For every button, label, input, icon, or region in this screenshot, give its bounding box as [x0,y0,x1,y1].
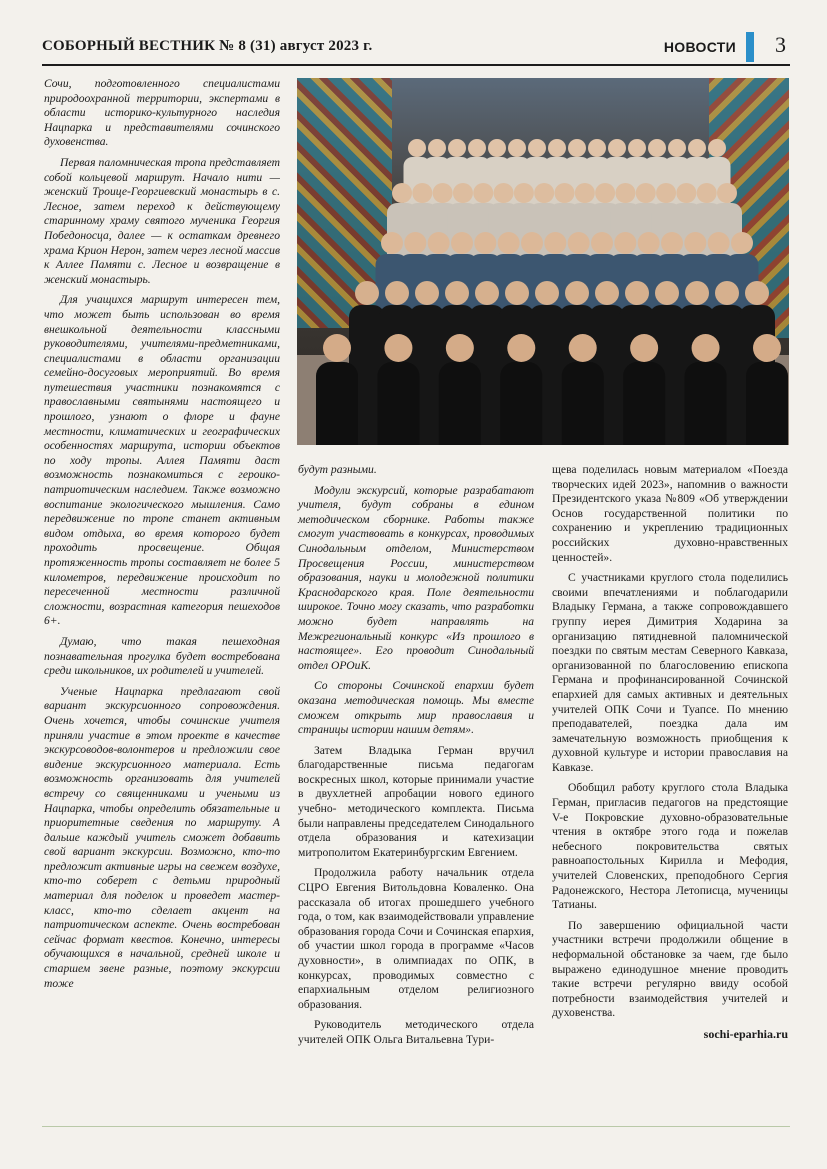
article-column-2 [298,463,534,1054]
paragraph: будут разными. [298,463,377,476]
paragraph: Ученые Нацпарка предлагают свой вариант экскурсионного сопровождения. Очень хочется, чтобы сочинские учителя приняли участие в этом проекте в качестве экскурсоводов-волонтеров и предложили свое видение экскурсионного материала. Есть возможность организовать для учителей встречу со священниками и учеными из Нацпарка, чтобы определить обязательные и приоритетные сведения по маршруту. А дальше каждый учитель сможет добавить свой вариант экскурсии. Возможно, кто-то предложит активные игры на свежем воздухе, кто-то соберет с детьми природный материал для поделок и проведет мастер-класс, кто-то сделает акцент на патриотическом аспекте. Очень востребован сейчас формат квестов. Конечно, интересы обучающихся в начальной, средней школе и старшем звене разные, поэтому экскурсии тоже [44,684,280,990]
paragraph: Думаю, что такая пешеходная познавательная прогулка будет востребована среди школьников, их родителей и учителей. [44,634,280,678]
paragraph: Затем Владыка Герман вручил благодарственные письма педагогам воскресных школ, которые принимали участие в двухлетней апробации нового единого учебно- методического комплекта. Письма были направлены председателем Синодального отдела образования и катехизации митрополитом Екатеринбургским Евгением. [298,743,534,859]
paragraph: Для учащихся маршрут интересен тем, что может быть использован во время внешкольной деятельности классными руководителями, учителями-предметниками, специалистами в области организации семейно-досуговых мероприятий. Во время путешествия участники познакомятся с православными святынями настоящего и прошлого, узнают о флоре и фауне местности, климатических и географических особенностях маршрута, истории объектов по ходу тропы. Аллея Памяти даст возможность познакомиться с героико-патриотическим наследием. Также возможно воспитание экологического мышления. Само передвижение по тропе станет активным видом отдыха, во время которого будет проходить просвещение. Общая протяженность тропы составляет не более 5 километров, передвижение происходит по пересеченной местности различной сложности, возрастная категория пешеходов 6+. [44,293,280,628]
section-accent-bar [746,32,754,62]
paragraph: По завершению официальной части участники встречи продолжили общение в неформальной обстановке за чаем, где было выражено единодушное мнение проводить такие встречи регулярно ввиду особой потребности взаимодействия учителей и духовенства. [552,918,788,1020]
paragraph: Со стороны Сочинской епархии будет оказана методическая помощь. Мы вместе сможем открыть мир православия и страницы истории нашим детям». [298,679,534,737]
article-column-1 [44,77,280,997]
page-bottom-rule [42,1126,790,1127]
newspaper-masthead: СОБОРНЫЙ ВЕСТНИК № 8 (31) август 2023 г. [42,38,373,54]
paragraph: Модули экскурсий, которые разрабатают учителя, будут собраны в едином методическом сборнике. Работы также смогут участвовать в конкурсах, проводимых Синодальным отделом, Министерством Просвещения России, министерством образования, науки и молодежной политики Краснодарского края. Поле деятельности широкое. Точно могу сказать, что разработки можно будет направлять на Межрегиональный конкурс «Из прошлого в настоящее». Его проводит Синодальный отдел ОРОиК. [298,483,534,672]
group-photo-icon [297,78,789,445]
page-header [42,30,790,66]
article-column-3 [552,463,788,1042]
paragraph: С участниками круглого стола поделились своими впечатлениями и поблагодарили Владыку Германа, а также сопровождавшего группу иерея Димитрия Ходарина за организацию пятидневной паломнической поездки по святым местам Северного Кавказа, организованной по благословению епископа Германа и профинансированной Сочинской епархией для самых активных и деятельных учителей ОПК Сочи и Туапсе. По мнению преподавателей, поездка дала им замечательную возможность приобщения к духовной культуре и истории православия на Кавказе. [552,571,788,774]
paragraph: щева поделилась новым материалом «Поезда творческих идей 2023», напомнив о важности Президентского указа №809 «Об утверждении Основ государственной политики по сохранению и укреплению традиционных российских духовно-нравственных ценностей». [552,463,788,564]
paragraph: Обобщил работу круглого стола Владыка Герман, пригласив педагогов на предстоящие V-е Покровские духовно-образовательные чтения в октябре этого года и пожелав небесного покровительства святых равноапостольных Кирилла и Мефодия, учителей Словенских, преподобного Сергия Радонежского, Нестора Летописца, мученицы Татианы. [552,781,788,912]
group-photo [297,78,789,445]
source-credit: sochi-eparhia.ru [703,1026,788,1041]
paragraph: Продолжила работу начальник отдела СЦРО Евгения Витольдовна Коваленко. Она рассказала об итогах прошедшего учебного года, о том, как взаимодействовали управление образования города Сочи и Сочинская епархия, об участии школ города в программе «Часов духовности», в олимпиадах по ОПК, в конкурсах, проводимых совместно с епархиальным отделом религиозного образования. [298,866,534,1011]
page-number: 3 [775,32,786,57]
section-title: НОВОСТИ [663,39,736,55]
paragraph: Первая паломническая тропа представляет собой кольцевой маршрут. Начало нити — женский Троице-Георгиевский монастырь в с. Лесное, затем переход к действующему старинному храму святого мученика Георгия Победоносца, далее — к остаткам древнего храма Крион Нерон, затем через лесной массив к Аллее Памяти с. Лесное и возвращение в женский монастырь. [44,155,281,286]
paragraph: Руководитель методического отдела учителей ОПК Ольга Витальевна Тури- [298,1018,534,1046]
paragraph: Сочи, подготовленного специалистами природоохранной территории, экспертами в области историко-культурного наследия Нацпарка и представителями сочинского духовенства. [44,77,280,149]
